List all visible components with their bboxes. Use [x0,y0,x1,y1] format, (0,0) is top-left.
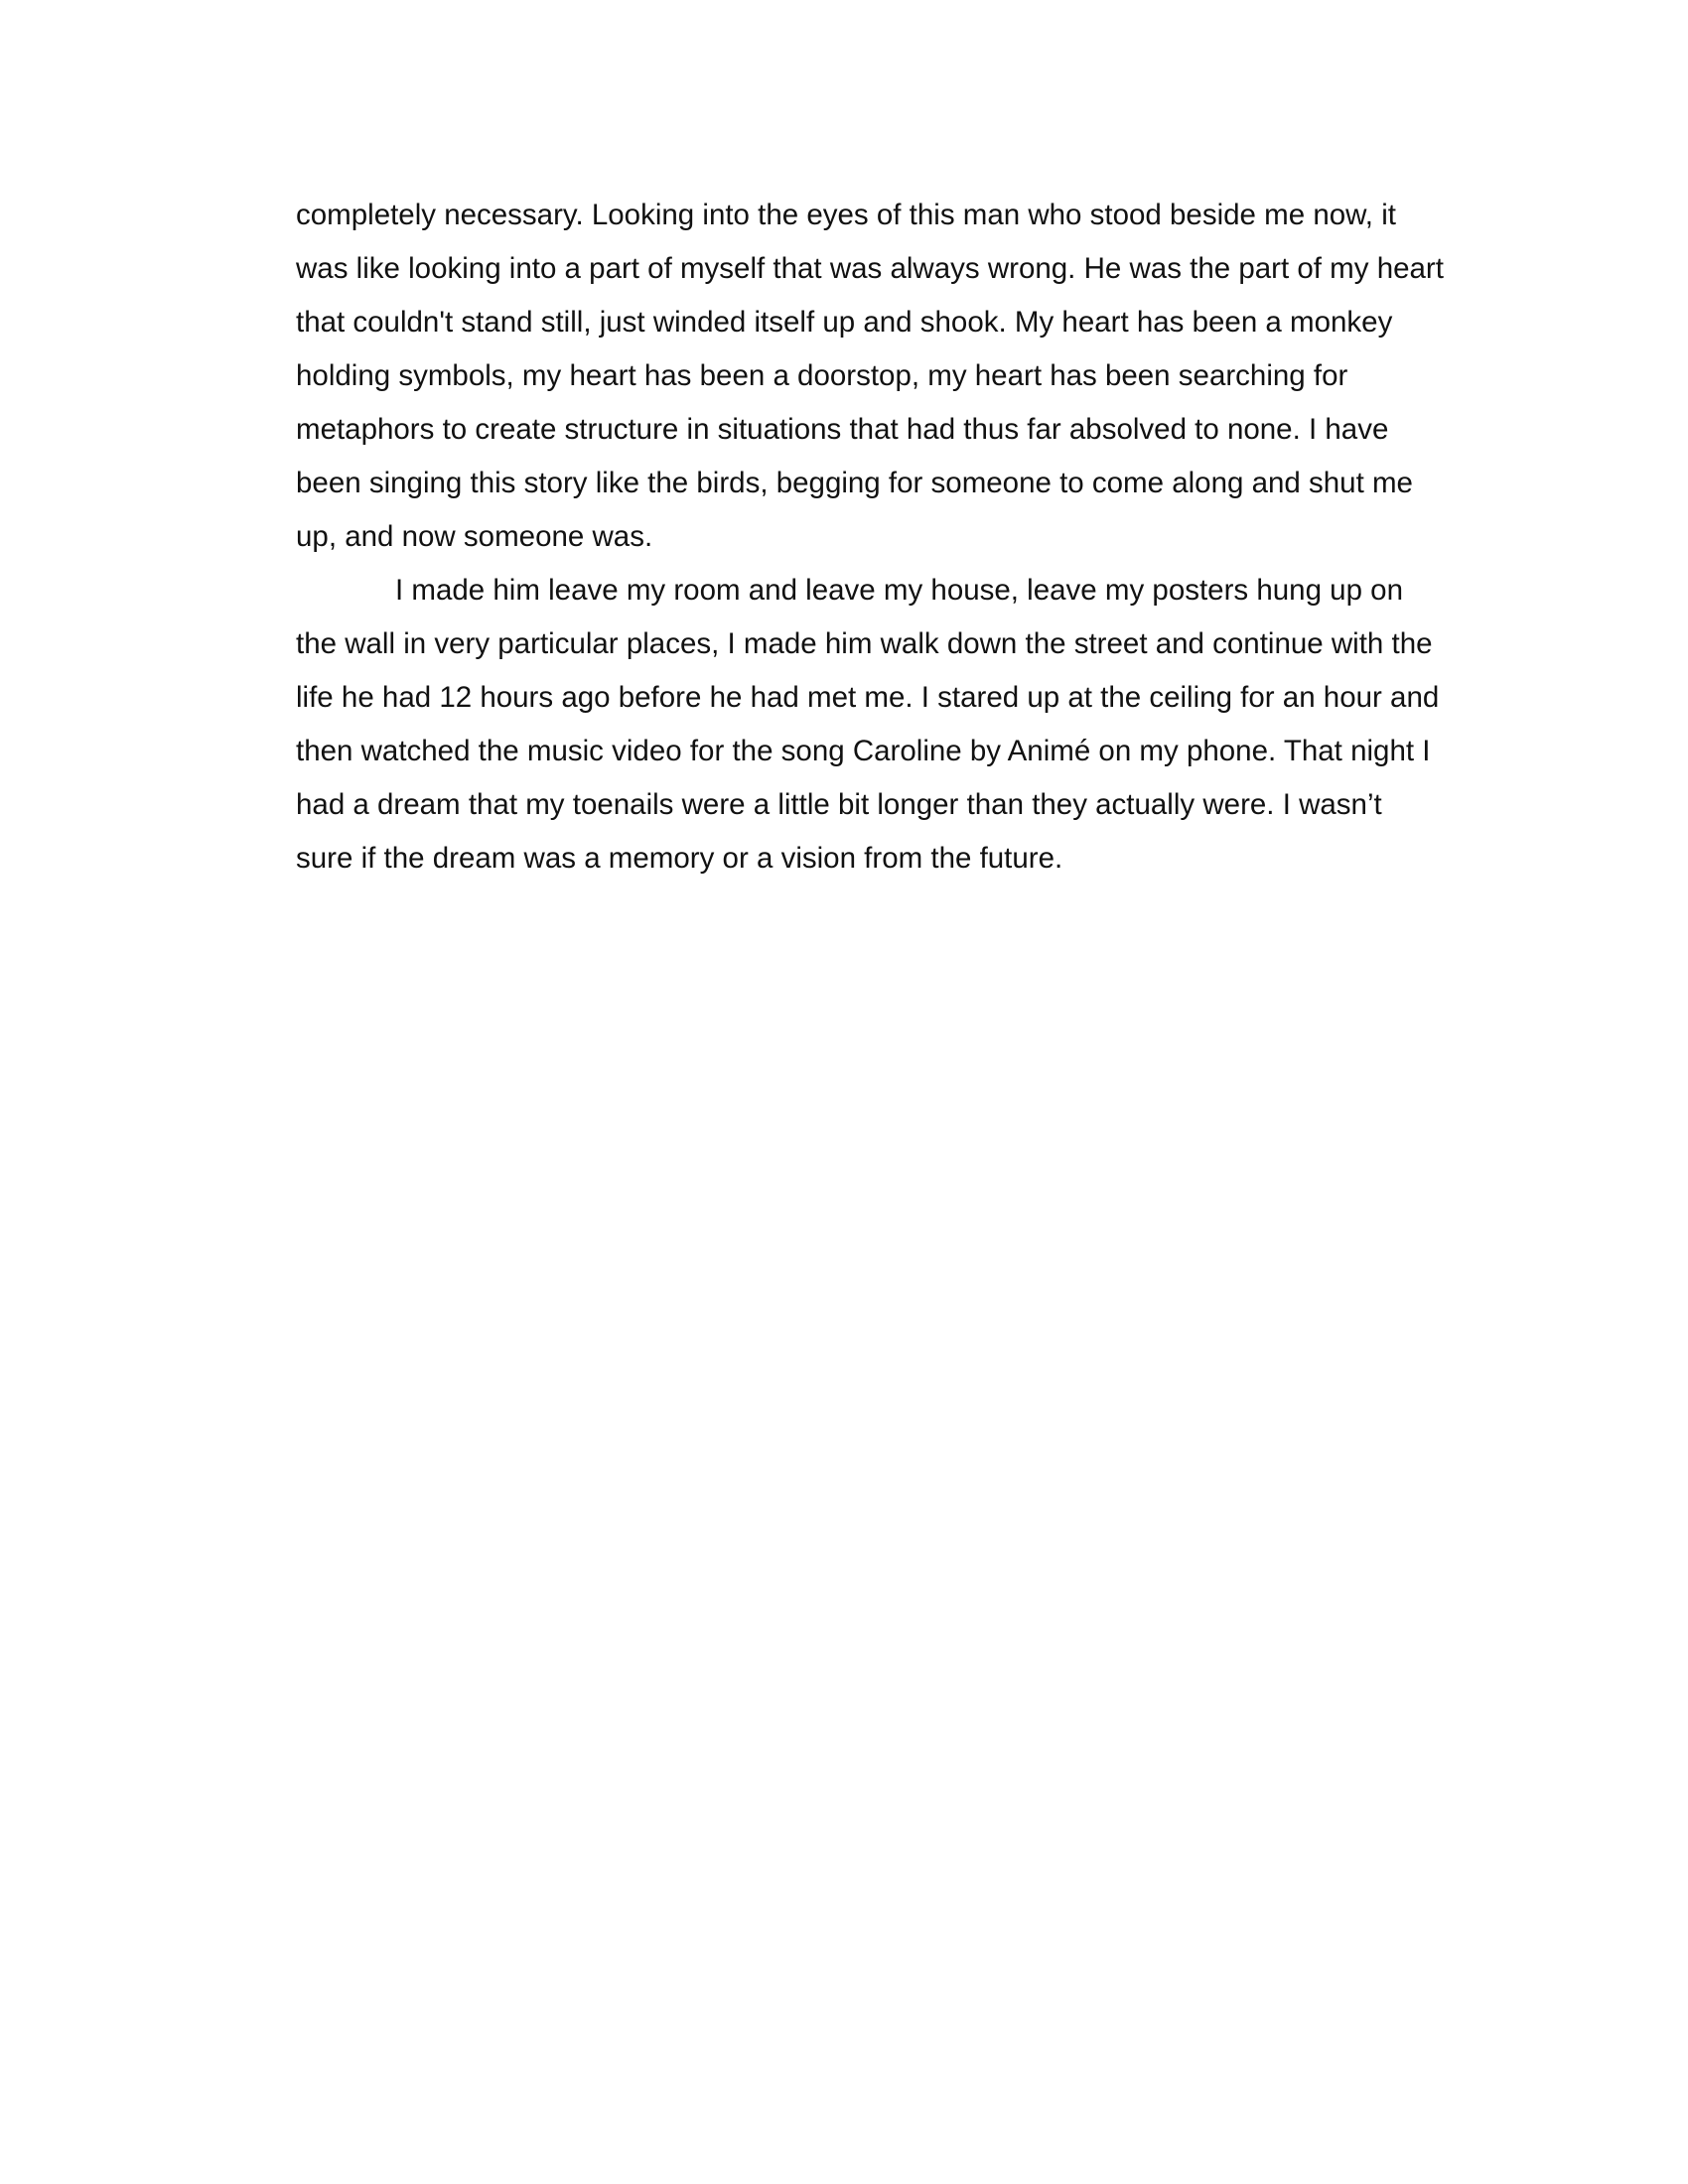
paragraph-1-line: completely necessary. Looking into the eyes of this man who stood beside me now, it [296,199,1396,231]
paragraph-2-line: sure if the dream was a memory or a vision from the future. [296,842,1063,875]
paragraph-2-line: the wall in very particular places, I made him walk down the street and continue with the [296,627,1433,660]
paragraph-2-line: had a dream that my toenails were a little bit longer than they actually were. I wasn’t [296,788,1382,821]
body-text [296,189,1487,886]
paragraph-2-first-line: I made him leave my room and leave my house, leave my posters hung up on [395,574,1403,607]
paragraph-1-line: up, and now someone was. [296,520,653,553]
paragraph-1-line: metaphors to create structure in situations that had thus far absolved to none. I have [296,413,1389,446]
paragraph-1-line: holding symbols, my heart has been a doorstop, my heart has been searching for [296,359,1348,392]
paragraph-2-line: life he had 12 hours ago before he had met me. I stared up at the ceiling for an hour and [296,681,1440,714]
paragraph-1-line: was like looking into a part of myself that was always wrong. He was the part of my heart [296,252,1444,285]
paragraph-1-line: been singing this story like the birds, begging for someone to come along and shut me [296,467,1413,499]
paragraph-1-line: that couldn't stand still, just winded itself up and shook. My heart has been a monkey [296,306,1393,339]
paragraph-2-line: then watched the music video for the song Caroline by Animé on my phone. That night I [296,735,1431,767]
